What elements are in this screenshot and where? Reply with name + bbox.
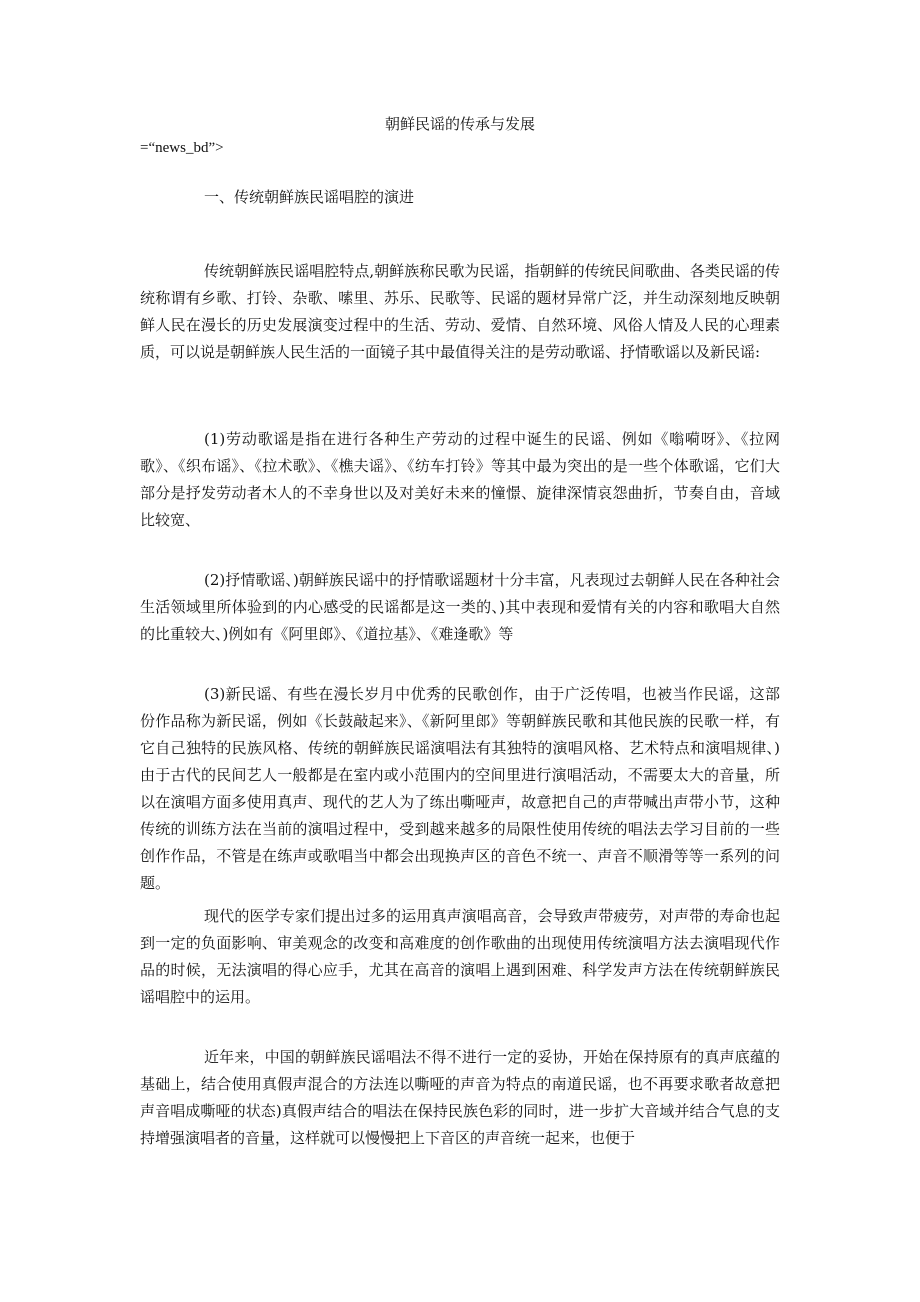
- paragraph: 传统朝鲜族民谣唱腔特点,朝鲜族称民歌为民谣，指朝鲜的传统民间歌曲、各类民谣的传统称谓有乡歌、打铃、杂歌、嗦里、苏乐、民歌等、民谣的题材异常广泛，并生动深刻地反映朝鲜人民在漫长的历史发展演变过程中的生活、劳动、爱情、自然环境、风俗人情及人民的心理素质，可以说是朝鲜族人民生活的一面镜子其中最值得关注的是劳动歌谣、抒情歌谣以及新民谣:: [140, 262, 780, 361]
- paragraph: (3)新民谣、有些在漫长岁月中优秀的民歌创作，由于广泛传唱，也被当作民谣，这部份作品称为新民谣，例如《长鼓敲起来》、《新阿里郎》等朝鲜族民歌和其他民族的民歌一样，有它自己独特的民族风格、传统的朝鲜族民谣演唱法有其独特的演唱风格、艺术特点和演唱规律、)由于古代的民间艺人一般都是在室内或小范围内的空间里进行演唱活动，不需要太大的音量，所以在演唱方面多使用真声、现代的艺人为了练出嘶哑声，故意把自己的声带喊出声带小节，这种传统的训练方法在当前的演唱过程中，受到越来越多的局限性使用传统的唱法去学习目前的一些创作作品，不管是在练声或歌唱当中都会出现换声区的音色不统一、声音不顺滑等等一系列的问题。: [140, 685, 780, 892]
- page-title: 朝鲜民谣的传承与发展: [384, 115, 535, 133]
- paragraph: 现代的医学专家们提出过多的运用真声演唱高音，会导致声带疲劳，对声带的寿命也起到一定的负面影响、审美观念的改变和高难度的创作歌曲的出现使用传统演唱方法去演唱现代作品的时候，无法演唱的得心应手，尤其在高音的演唱上遇到困难、科学发声方法在传统朝鲜族民谣唱腔中的运用。: [140, 907, 780, 1006]
- section-heading: 一、传统朝鲜族民谣唱腔的演进: [204, 188, 415, 206]
- paragraph: 近年来，中国的朝鲜族民谣唱法不得不进行一定的妥协，开始在保持原有的真声底蕴的基础上，结合使用真假声混合的方法连以嘶哑的声音为特点的南道民谣，也不再要求歌者故意把声音唱成嘶哑的状态)真假声结合的唱法在保持民族色彩的同时，进一步扩大音域并结合气息的支持增强演唱者的音量，这样就可以慢慢把上下音区的声音统一起来，也便于: [140, 1048, 780, 1147]
- paragraph: (1)劳动歌谣是指在进行各种生产劳动的过程中诞生的民谣、例如《嗡嗬呀》、《拉网歌》、《织布谣》、《拉术歌》、《樵夫谣》、《纺车打铃》等其中最为突出的是一些个体歌谣，它们大部分是抒发劳动者木人的不幸身世以及对美好未来的憧憬、旋律深情哀怨曲折，节奏自由，音域比较宽、: [140, 430, 780, 529]
- paragraph: (2)抒情歌谣、)朝鲜族民谣中的抒情歌谣题材十分丰富，凡表现过去朝鲜人民在各种社会生活领域里所体验到的内心感受的民谣都是这一类的、)其中表现和爱情有关的内容和歌唱大自然的比重较大、)例如有《阿里郎》、《道拉基》、《难逢歌》等: [140, 571, 780, 643]
- stray-markup-text: =“news_bd”>: [140, 140, 224, 156]
